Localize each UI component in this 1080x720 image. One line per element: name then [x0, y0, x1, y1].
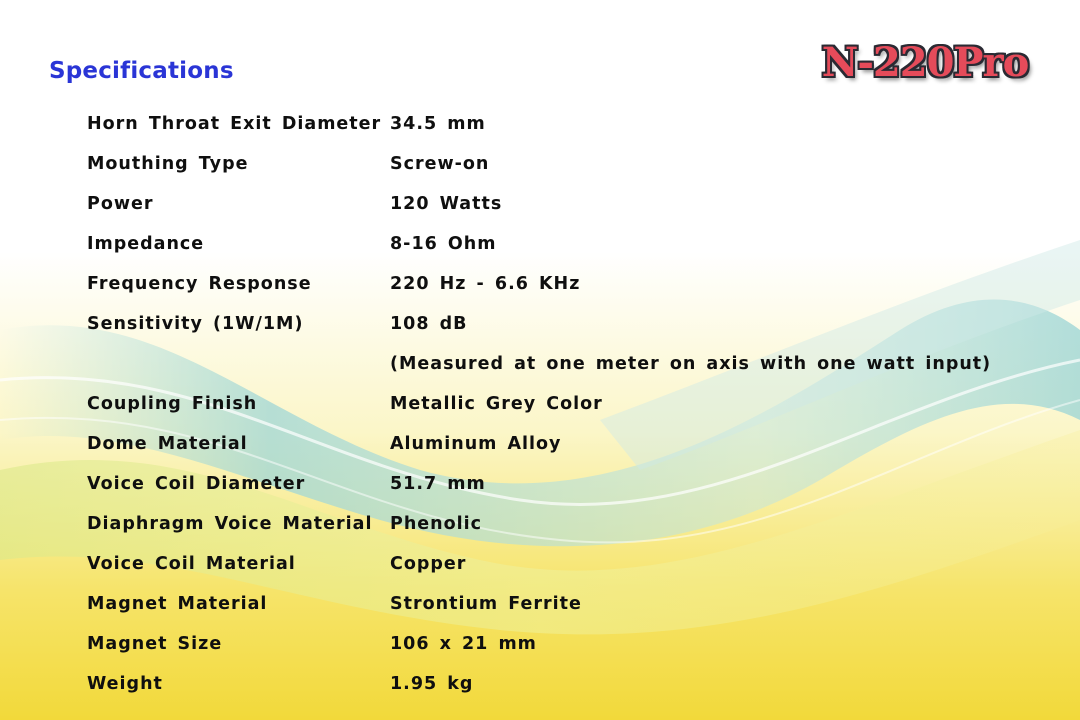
spec-value: 8-16 Ohm — [390, 234, 497, 254]
spec-row — [87, 350, 1047, 390]
spec-row — [87, 510, 1047, 550]
spec-row — [87, 270, 1047, 310]
spec-row — [87, 390, 1047, 430]
spec-row — [87, 150, 1047, 190]
spec-row — [87, 550, 1047, 590]
spec-label: Horn Throat Exit Diameter — [87, 114, 382, 134]
spec-row — [87, 190, 1047, 230]
page-title: Specifications — [49, 58, 234, 84]
spec-label: Power — [87, 194, 154, 214]
spec-label: Magnet Size — [87, 634, 223, 654]
spec-row — [87, 670, 1047, 710]
spec-value: Copper — [390, 554, 467, 574]
spec-value: 51.7 mm — [390, 474, 486, 494]
spec-label: Frequency Response — [87, 274, 312, 294]
spec-value: Metallic Grey Color — [390, 394, 603, 414]
spec-row — [87, 310, 1047, 350]
spec-label: Impedance — [87, 234, 205, 254]
spec-row — [87, 110, 1047, 150]
spec-value: 1.95 kg — [390, 674, 474, 694]
spec-value: Screw-on — [390, 154, 490, 174]
spec-row — [87, 590, 1047, 630]
spec-label: Coupling Finish — [87, 394, 258, 414]
spec-row — [87, 230, 1047, 270]
spec-value: Strontium Ferrite — [390, 594, 582, 614]
spec-label: Voice Coil Material — [87, 554, 296, 574]
spec-label: Dome Material — [87, 434, 248, 454]
spec-value: 120 Watts — [390, 194, 503, 214]
spec-label: Magnet Material — [87, 594, 268, 614]
spec-value: Aluminum Alloy — [390, 434, 562, 454]
spec-value: 220 Hz - 6.6 KHz — [390, 274, 581, 294]
spec-row — [87, 430, 1047, 470]
spec-value: 106 x 21 mm — [390, 634, 537, 654]
spec-label: Weight — [87, 674, 163, 694]
spec-value: Phenolic — [390, 514, 483, 534]
spec-label: Diaphragm Voice Material — [87, 514, 373, 534]
logo-text: N-220Pro — [821, 38, 1029, 86]
spec-row — [87, 630, 1047, 670]
spec-note: (Measured at one meter on axis with one watt input) — [390, 354, 992, 374]
spec-value: 108 dB — [390, 314, 468, 334]
spec-label: Voice Coil Diameter — [87, 474, 306, 494]
spec-row — [87, 470, 1047, 510]
spec-table — [87, 110, 1047, 710]
brand-logo — [810, 30, 1040, 94]
spec-label: Sensitivity (1W/1M) — [87, 314, 304, 334]
spec-label: Mouthing Type — [87, 154, 249, 174]
spec-value: 34.5 mm — [390, 114, 486, 134]
